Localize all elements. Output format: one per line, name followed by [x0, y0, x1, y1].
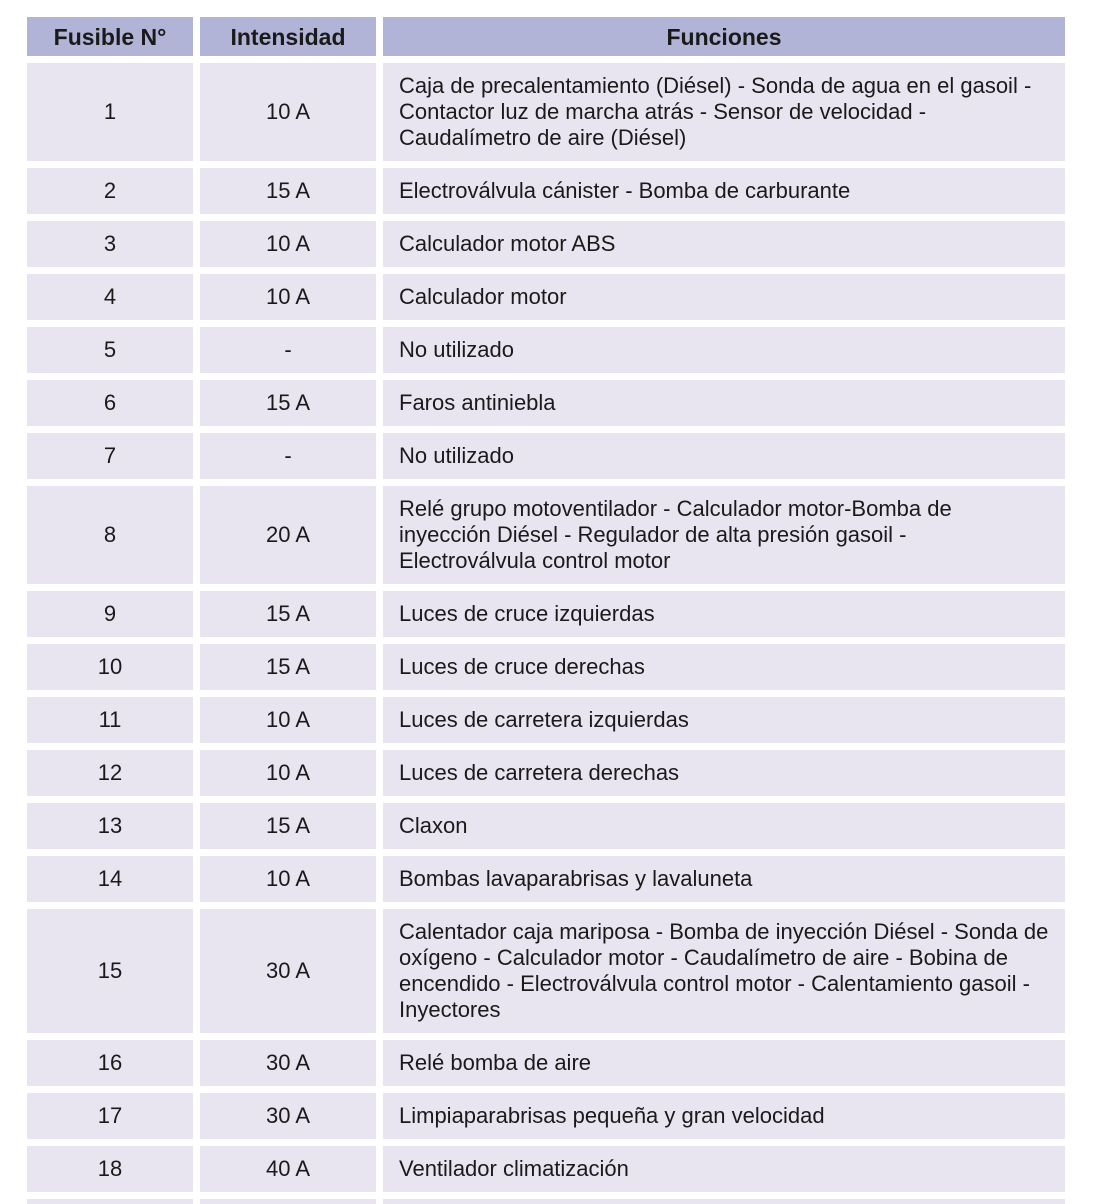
cropped-partial-row — [27, 1199, 1065, 1204]
amperage-cell: 10 A — [200, 221, 376, 267]
functions-cell: Luces de cruce derechas — [383, 644, 1065, 690]
fuse-row — [27, 168, 1065, 214]
fuse-number-cell: 11 — [27, 697, 193, 743]
fuse-number-cell: 6 — [27, 380, 193, 426]
partial-cell — [200, 1199, 376, 1204]
functions-cell: No utilizado — [383, 327, 1065, 373]
amperage-cell: 15 A — [200, 168, 376, 214]
fuse-row — [27, 274, 1065, 320]
fuse-row — [27, 803, 1065, 849]
functions-cell: Bombas lavaparabrisas y lavaluneta — [383, 856, 1065, 902]
functions-cell: Calentador caja mariposa - Bomba de inyección Diésel - Sonda de oxígeno - Calculador motor - Caudalímetro de aire - Bobina de encendido - Electroválvula control motor - Calentamiento gasoil - Inyectores — [383, 909, 1065, 1033]
functions-cell: Limpiaparabrisas pequeña y gran velocidad — [383, 1093, 1065, 1139]
amperage-cell: 30 A — [200, 1040, 376, 1086]
fuse-number-cell: 1 — [27, 63, 193, 161]
fuse-row — [27, 1040, 1065, 1086]
functions-cell: Luces de cruce izquierdas — [383, 591, 1065, 637]
fuse-number-cell: 5 — [27, 327, 193, 373]
fuse-row — [27, 591, 1065, 637]
fuse-row — [27, 1093, 1065, 1139]
fuse-number-cell: 7 — [27, 433, 193, 479]
fuse-table — [27, 17, 1065, 1204]
fuse-number-cell: 13 — [27, 803, 193, 849]
fuse-number-cell: 3 — [27, 221, 193, 267]
functions-cell: Ventilador climatización — [383, 1146, 1065, 1192]
fuse-row — [27, 1146, 1065, 1192]
fuse-row — [27, 486, 1065, 584]
functions-cell: No utilizado — [383, 433, 1065, 479]
fuse-number-cell: 10 — [27, 644, 193, 690]
table-body — [27, 63, 1065, 1192]
table-header-row — [27, 17, 1065, 56]
fuse-row — [27, 856, 1065, 902]
amperage-cell: 40 A — [200, 1146, 376, 1192]
functions-cell: Relé bomba de aire — [383, 1040, 1065, 1086]
functions-cell: Luces de carretera izquierdas — [383, 697, 1065, 743]
amperage-cell: 10 A — [200, 856, 376, 902]
fuse-number-cell: 18 — [27, 1146, 193, 1192]
functions-cell: Faros antiniebla — [383, 380, 1065, 426]
amperage-cell: 30 A — [200, 1093, 376, 1139]
functions-cell: Electroválvula cánister - Bomba de carburante — [383, 168, 1065, 214]
fuse-number-cell: 9 — [27, 591, 193, 637]
fuse-row — [27, 63, 1065, 161]
amperage-cell: 10 A — [200, 697, 376, 743]
functions-cell: Luces de carretera derechas — [383, 750, 1065, 796]
amperage-cell: 30 A — [200, 909, 376, 1033]
amperage-cell: - — [200, 433, 376, 479]
fuse-number-cell: 8 — [27, 486, 193, 584]
fuse-row — [27, 433, 1065, 479]
functions-cell: Calculador motor — [383, 274, 1065, 320]
functions-cell: Calculador motor ABS — [383, 221, 1065, 267]
amperage-cell: 20 A — [200, 486, 376, 584]
fuse-number-cell: 2 — [27, 168, 193, 214]
amperage-cell: 15 A — [200, 591, 376, 637]
functions-cell: Relé grupo motoventilador - Calculador motor-Bomba de inyección Diésel - Regulador de alta presión gasoil - Electroválvula control motor — [383, 486, 1065, 584]
functions-cell: Claxon — [383, 803, 1065, 849]
functions-cell: Caja de precalentamiento (Diésel) - Sonda de agua en el gasoil - Contactor luz de marcha atrás - Sensor de velocidad - Caudalímetro de aire (Diésel) — [383, 63, 1065, 161]
fuse-number-cell: 17 — [27, 1093, 193, 1139]
fuse-number-cell: 14 — [27, 856, 193, 902]
header-intensidad: Intensidad — [200, 17, 376, 56]
fuse-row — [27, 327, 1065, 373]
partial-cell — [27, 1199, 193, 1204]
amperage-cell: 10 A — [200, 274, 376, 320]
fuse-row — [27, 644, 1065, 690]
partial-cell — [383, 1199, 1065, 1204]
fuse-row — [27, 909, 1065, 1033]
amperage-cell: - — [200, 327, 376, 373]
amperage-cell: 15 A — [200, 644, 376, 690]
fuse-number-cell: 12 — [27, 750, 193, 796]
header-fusible-number: Fusible N° — [27, 17, 193, 56]
fuse-row — [27, 697, 1065, 743]
amperage-cell: 10 A — [200, 63, 376, 161]
fuse-row — [27, 380, 1065, 426]
fuse-row — [27, 221, 1065, 267]
fuse-number-cell: 16 — [27, 1040, 193, 1086]
header-funciones: Funciones — [383, 17, 1065, 56]
fuse-number-cell: 15 — [27, 909, 193, 1033]
amperage-cell: 15 A — [200, 803, 376, 849]
fuse-row — [27, 750, 1065, 796]
amperage-cell: 15 A — [200, 380, 376, 426]
amperage-cell: 10 A — [200, 750, 376, 796]
fuse-number-cell: 4 — [27, 274, 193, 320]
